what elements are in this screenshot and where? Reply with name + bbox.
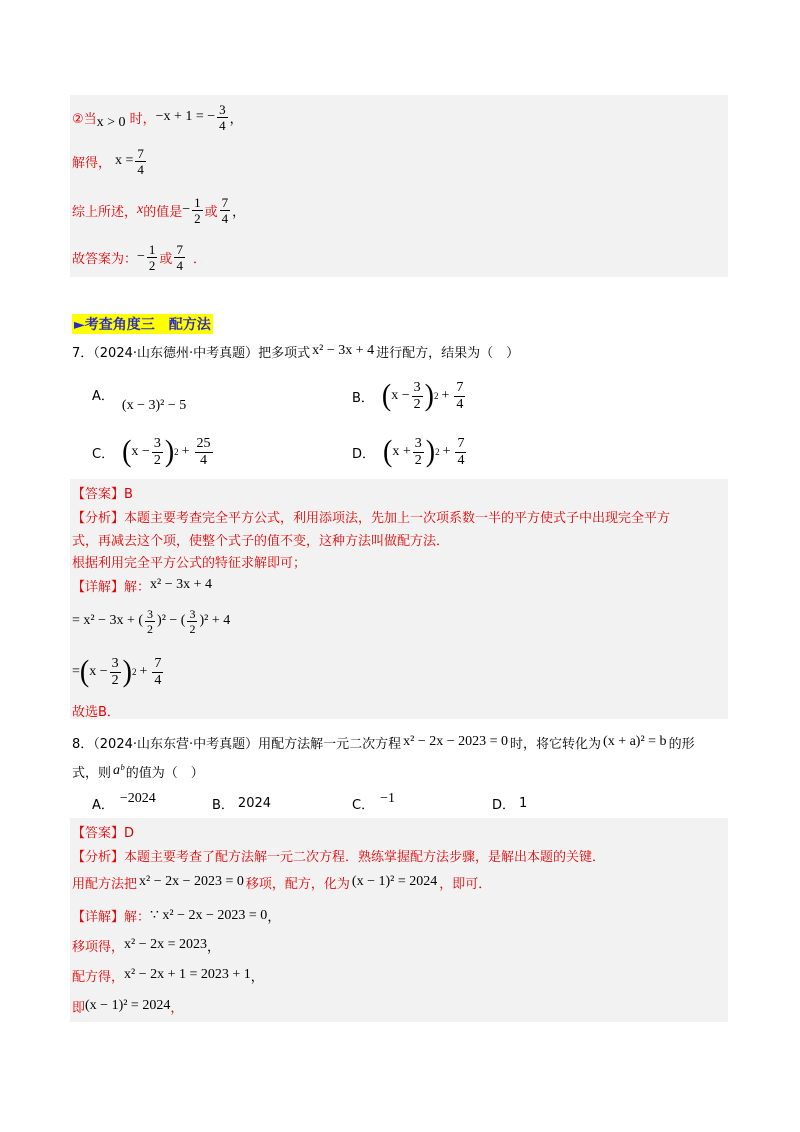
q7-step-1: = x² − 3x + ( $\frac{3}{2}$ )² − ( $\frac{3}{2}$ )² + 4: [72, 606, 231, 636]
question-8-stem-line-2: 式，则 aᵇ 的值为（ ）: [72, 763, 204, 781]
q8-analysis-line-1: 【分析】本题主要考查了配方法解一元二次方程．熟练掌握配方法步骤，是解出本题的关键．: [72, 850, 606, 865]
q8-move-line: 移项得， x² − 2x = 2023 ，: [72, 937, 221, 955]
question-7-stem: 7．（2024·山东德州·中考真题）把多项式 x² − 3x + 4 进行配方，结果为（ ）: [72, 343, 520, 361]
question-8-stem: 8．（2024·山东东营·中考真题）用配方法解一元二次方程 x² − 2x − 2023 = 0 时，将它转化为 (x + a)² = b 的形: [72, 734, 695, 752]
q7-option-a[interactable]: A． (x − 3)² − 5: [92, 388, 187, 413]
q7-step-2: = ( x − $\frac{3}{2}$ ) 2 + $\frac{7}{4}$: [72, 654, 162, 689]
q7-analysis-line-3: 根据利用完全平方公式的特征求解即可；: [72, 556, 307, 571]
solve-line: 解得， x = $\frac{7}{4}$: [72, 145, 144, 177]
q7-option-c[interactable]: C． ( x − $\frac{3}{2}$ ) 2 + $\frac{25}{4}$: [92, 434, 211, 469]
q8-option-a[interactable]: A． −2024: [92, 791, 156, 813]
q8-answer: 【答案】D: [72, 826, 135, 841]
case-two-line: ②当 x > 0 时， −x + 1 = − $\frac{3}{4}$ ，: [72, 101, 243, 133]
q8-detail-line: 【详解】解： ∵ x² − 2x − 2023 = 0 ，: [72, 907, 281, 925]
section-header: ►考查角度三 配方法: [72, 314, 213, 334]
q8-complete-square-line: 配方得， x² − 2x + 1 = 2023 + 1 ，: [72, 967, 264, 985]
q7-option-d[interactable]: D． ( x + $\frac{3}{2}$ ) 2 + $\frac{7}{4}$: [352, 434, 465, 469]
q8-option-d[interactable]: D． 1: [492, 795, 528, 813]
q8-analysis-line-2: 用配方法把 x² − 2x − 2023 = 0 移项，配方，化为 (x − 1)² = 2024 ，即可．: [72, 874, 492, 892]
q8-option-b[interactable]: B． 2024: [212, 795, 272, 813]
summary-line: 综上所述， x 的值是 − $\frac{1}{2}$ 或 $\frac{7}{4}$ ，: [72, 194, 246, 226]
q8-option-c[interactable]: C． −1: [352, 791, 395, 813]
q7-option-b[interactable]: B． ( x − $\frac{3}{2}$ ) 2 + $\frac{7}{4}$: [352, 378, 464, 413]
q7-analysis-line-1: 【分析】本题主要考查完全平方公式，利用添项法，先加上一次项系数一半的平方使式子中出现完全平方: [72, 511, 671, 526]
q7-conclusion: 故选B．: [72, 705, 120, 720]
final-answer-line: 故答案为： − $\frac{1}{2}$ 或 $\frac{7}{4}$ ．: [72, 241, 206, 273]
q8-result-line: 即 (x − 1)² = 2024 ，: [72, 998, 184, 1016]
q7-detail-line: 【详解】解： x² − 3x + 4: [72, 577, 213, 595]
q7-analysis-line-2: 式，再减去这个项，使整个式子的值不变，这种方法叫做配方法．: [72, 534, 450, 549]
q7-answer: 【答案】B: [72, 487, 133, 502]
